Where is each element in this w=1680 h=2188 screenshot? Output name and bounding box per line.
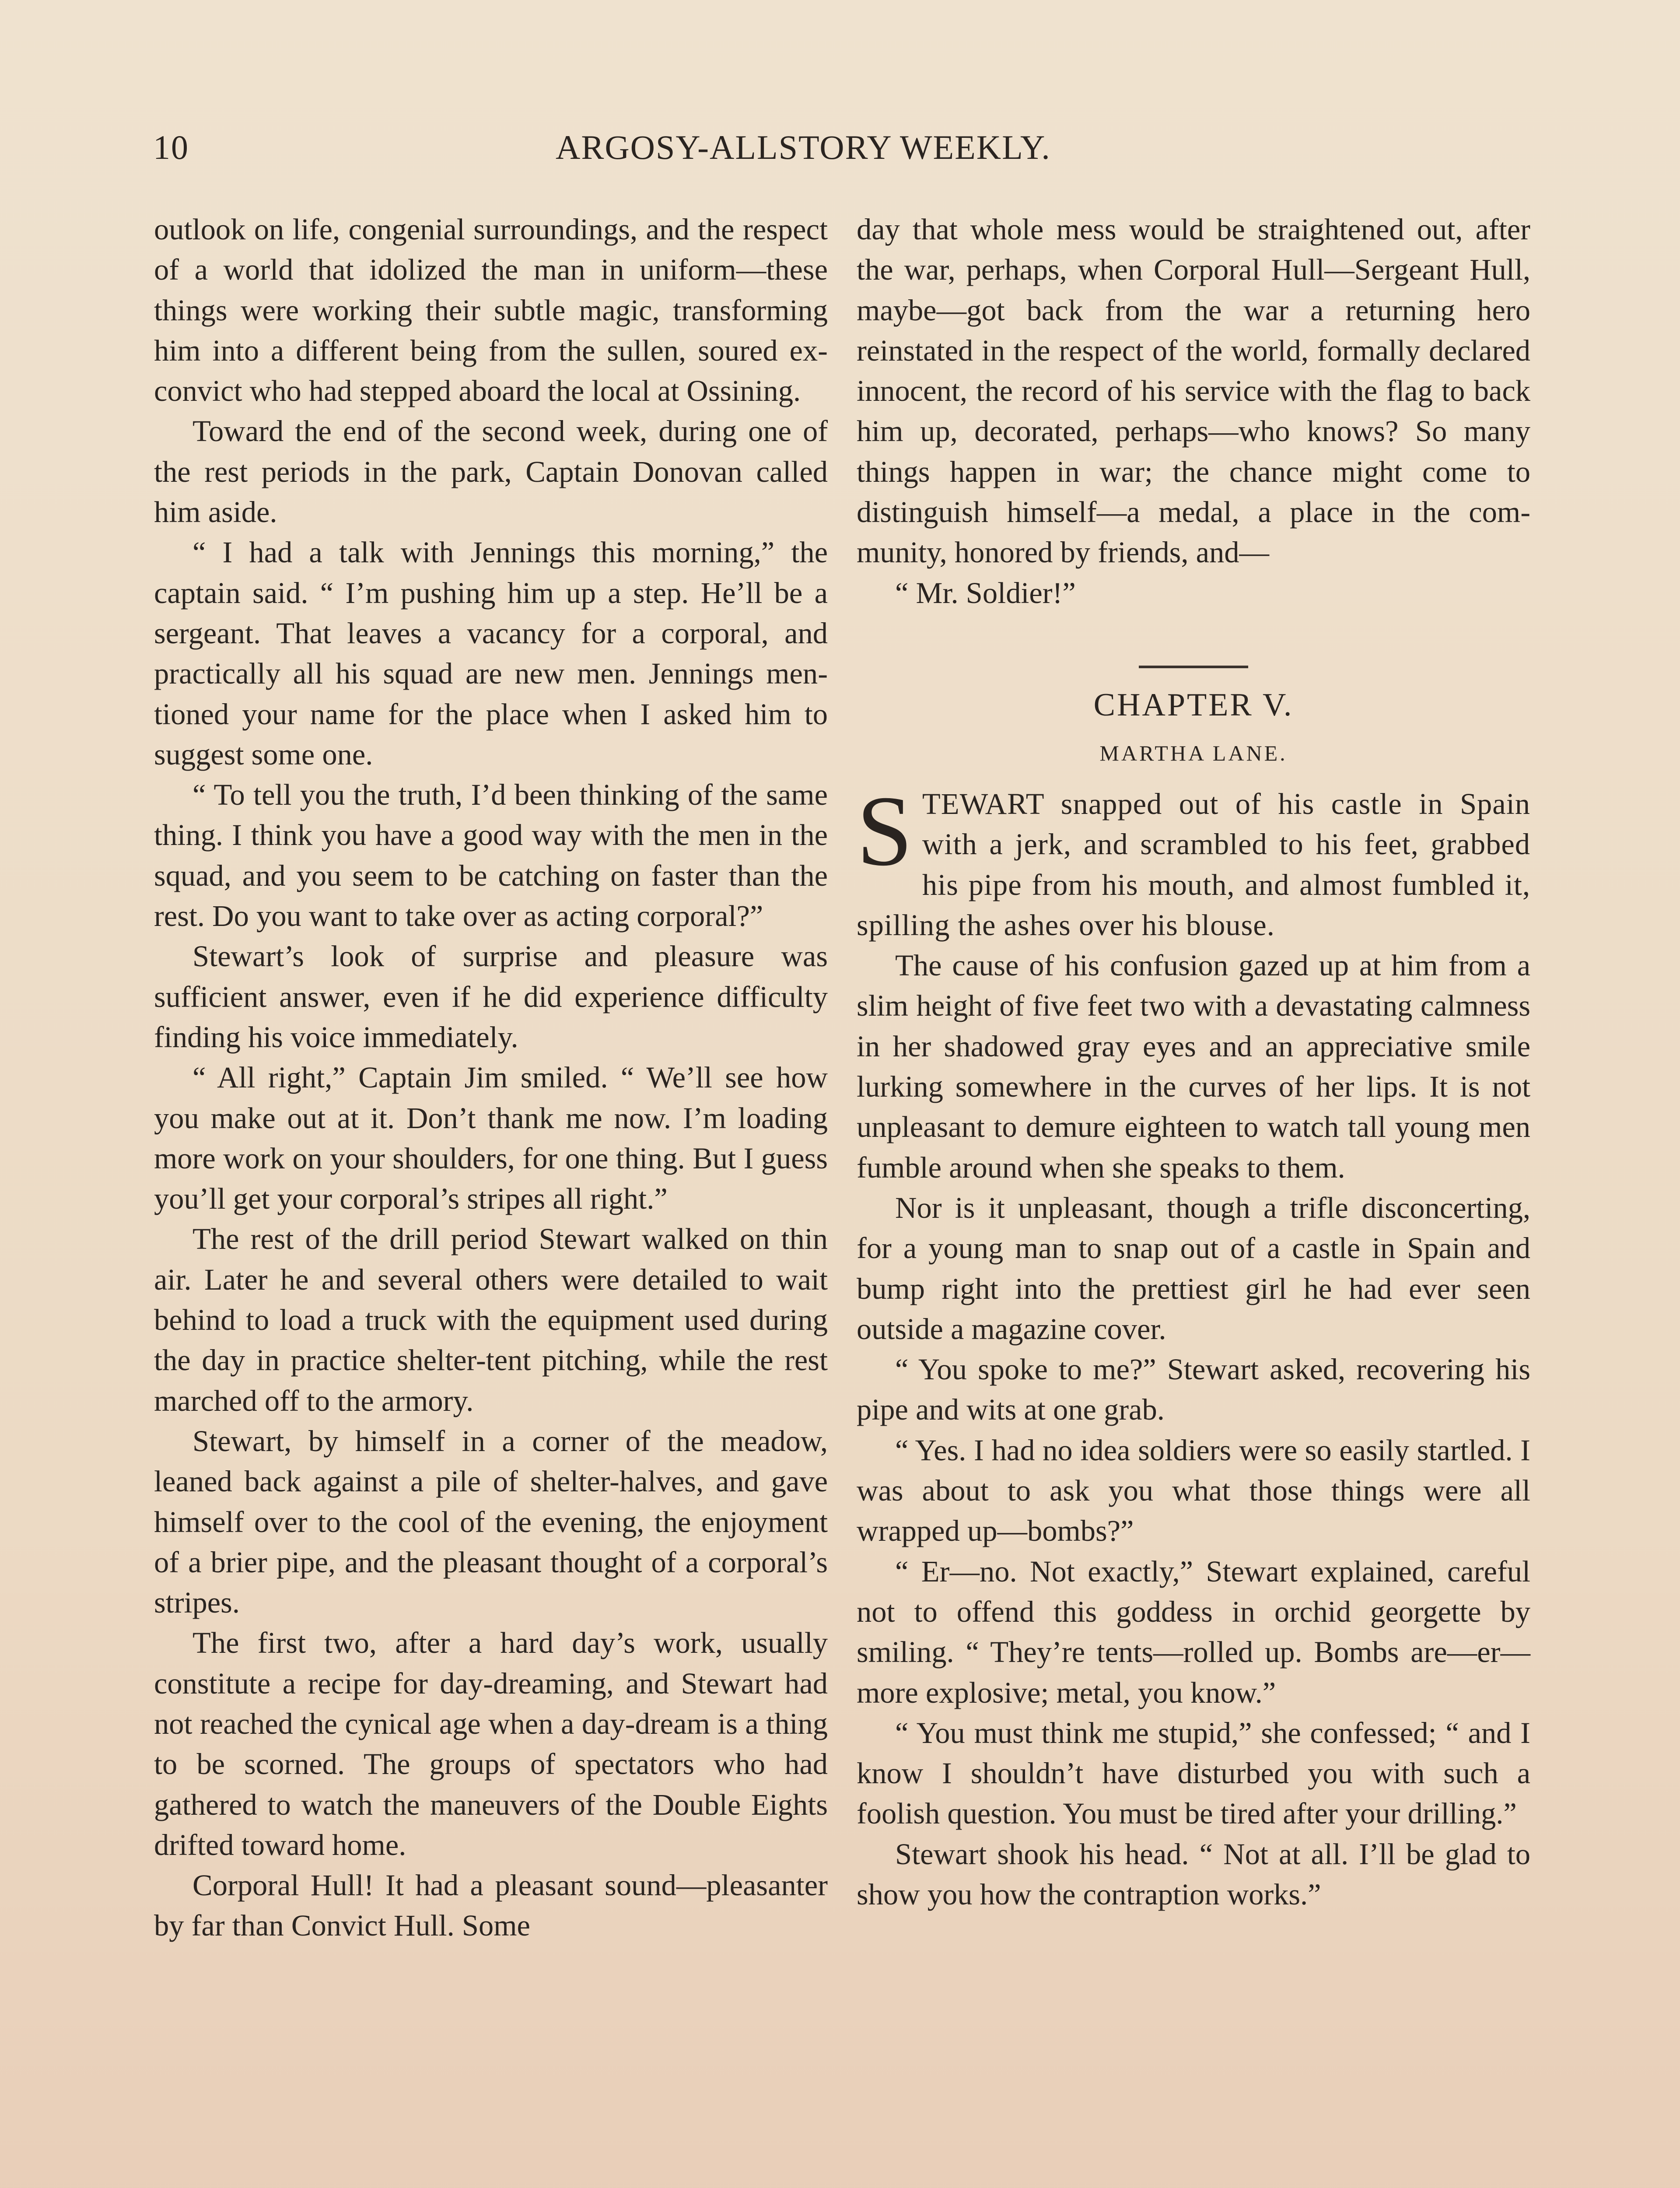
chapter-opening-paragraph [857, 775, 1530, 945]
paragraph: “ All right,” Captain Jim smiled. “ We’ll see how you make out at it. Don’t thank me now. I’m loading more work on your shoulders, for one thing. But I guess you’ll get your corporal’s stripes all right.” [154, 1061, 828, 1216]
paragraph: Toward the end of the second week, during one of the rest periods in the park, Captain Donovan called him aside. [154, 414, 828, 529]
running-head: ARGOSY-ALLSTORY WEEKLY. [556, 128, 1051, 166]
paragraph: day that whole mess would be straightened out, after the war, perhaps, when Corporal Hull—Sergeant Hull, maybe—got back from the war a returning hero reinstated in the respect of the world, formally declared innocent, the record of his service with the flag to back him up, decorated, perhaps—who knows? So many things happen in war; the chance might come to distinguish himself—a medal, a place in the community, honored by friends, and— [857, 213, 1530, 569]
paragraph: “ I had a talk with Jennings this morning,” the captain said. “ I’m pushing him up a step. He’ll be a sergeant. That leaves a vacancy for a corporal, and practically all his squad are new men. Jennings mentioned your name for the place when I asked him to suggest some one. [154, 536, 828, 771]
paragraph: Stewart shook his head. “ Not at all. I’ll be glad to show you how the contraption works.” [857, 1837, 1530, 1911]
paragraph: Corporal Hull! It had a pleasant sound—pleasanter by far than Convict Hull. Some [154, 1869, 828, 1943]
paragraph: outlook on life, congenial surroundings, and the respect of a world that idolized the man in uniform—these things were working their subtle magic, transforming him into a different being from the sullen, soured ex-convict who had stepped aboard the local at Ossining. [154, 213, 828, 408]
section-divider [1139, 666, 1248, 668]
paragraph: Nor is it unpleasant, though a trifle disconcerting, for a young man to snap out of a castle in Spain and bump right into the prettiest girl he had ever seen outside a magazine cover. [857, 1191, 1530, 1346]
left-column [154, 209, 828, 1946]
chapter-subtitle: MARTHA LANE. [1099, 740, 1288, 765]
paragraph: The cause of his confusion gazed up at him from a slim height of five feet two with a devastating calmness in her shadowed gray eyes and an appreciative smile lurking somewhere in the curves of her lips. It is not unpleasant to demure eighteen to watch tall young men fumble around when she speaks to them. [857, 949, 1530, 1184]
paragraph: “ Er—no. Not exactly,” Stewart explained, careful not to offend this goddess in orchid georgette by smiling. “ They’re tents—rolled up. Bombs are—er—more explosive; metal, you know.” [857, 1554, 1530, 1709]
paragraph: “ You must think me stupid,” she confessed; “ and I know I shouldn’t have disturbed you with such a foolish question. You must be tired after your drilling.” [857, 1716, 1530, 1830]
paragraph: “ You spoke to me?” Stewart asked, recovering his pipe and wits at one grab. [857, 1353, 1530, 1427]
paragraph: Stewart, by himself in a corner of the meadow, leaned back against a pile of shelter-halves, and gave himself over to the cool of the evening, the enjoyment of a brier pipe, and the pleasant thought of a corporal’s stripes. [154, 1424, 828, 1620]
right-column [857, 209, 1530, 1914]
page-header [153, 128, 1116, 176]
paragraph: “ Mr. Soldier!” [895, 576, 1076, 610]
paragraph: Stewart’s look of surprise and pleasure was sufficient answer, even if he did experience difficulty finding his voice immediately. [154, 940, 828, 1054]
opening-text: TEWART snapped out of his castle in Spain with a jerk, and scrambled to his feet, grabbed his pipe from his mouth, and almost fumbled it, spilling the ashes over his blouse. [857, 787, 1530, 942]
chapter-title: CHAPTER V. [1093, 687, 1294, 723]
paragraph: The rest of the drill period Stewart walked on thin air. Later he and several others were detailed to wait behind to load a truck with the equipment used during the day in practice shelter-tent pitching, while the rest marched off to the armory. [154, 1222, 828, 1417]
drop-cap: S [857, 775, 913, 887]
paragraph: The first two, after a hard day’s work, usually constitute a recipe for day-dreaming, and Stewart had not reached the cynical age when a day-dream is a thing to be scorned. The groups of spectators who had gathered to watch the maneuvers of the Double Eights drifted toward home. [154, 1626, 828, 1862]
paragraph: “ Yes. I had no idea soldiers were so easily startled. I was about to ask you what those things were all wrapped up—bombs?” [857, 1433, 1530, 1548]
page-number: 10 [153, 128, 189, 166]
paragraph: “ To tell you the truth, I’d been thinking of the same thing. I think you have a good way with the men in the squad, and you seem to be catching on faster than the rest. Do you want to take over as acting corporal?” [154, 778, 828, 933]
